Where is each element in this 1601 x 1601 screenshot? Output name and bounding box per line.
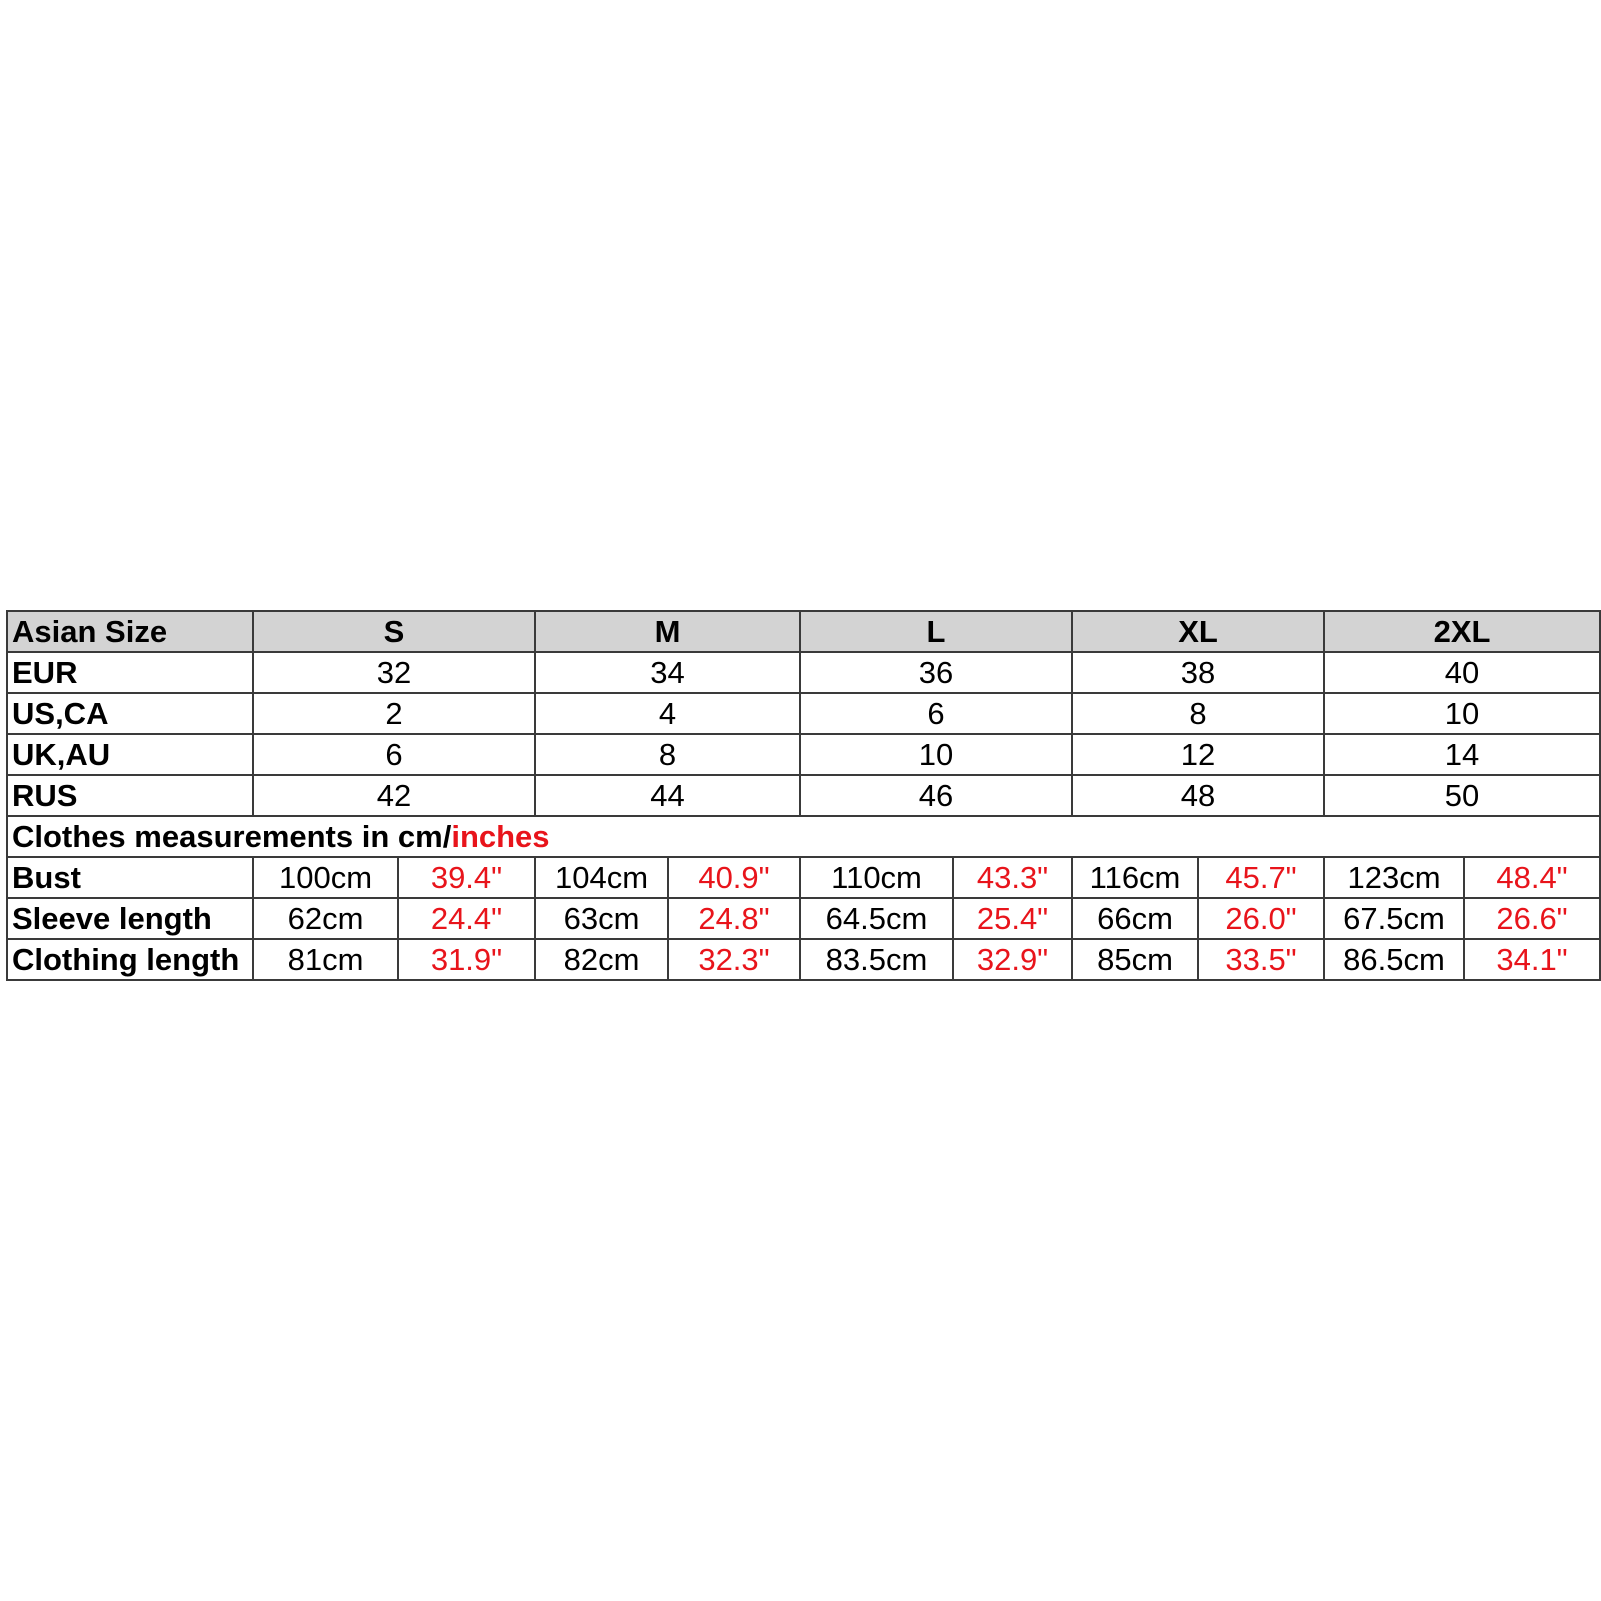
conversion-row-uk-au [7,734,1600,775]
size-header-xl: XL [1072,611,1324,652]
table-cell: 46 [800,775,1072,816]
measurement-row-bust [7,857,1600,898]
inch-cell: 32.3" [668,939,800,980]
cm-cell: 86.5cm [1324,939,1464,980]
inch-cell: 40.9" [668,857,800,898]
inch-cell: 34.1" [1464,939,1600,980]
cm-cell: 85cm [1072,939,1198,980]
row-label: RUS [7,775,253,816]
inch-cell: 48.4" [1464,857,1600,898]
table-cell: 12 [1072,734,1324,775]
cm-cell: 123cm [1324,857,1464,898]
measurement-row-sleeve-length [7,898,1600,939]
size-header-s: S [253,611,535,652]
section-highlight: inches [451,819,550,854]
row-label: EUR [7,652,253,693]
size-header-l: L [800,611,1072,652]
size-header-2xl: 2XL [1324,611,1600,652]
row-label: US,CA [7,693,253,734]
cm-cell: 82cm [535,939,668,980]
table-cell: 38 [1072,652,1324,693]
table-cell: 10 [800,734,1072,775]
table-cell: 6 [253,734,535,775]
cm-cell: 100cm [253,857,398,898]
row-label: Sleeve length [7,898,253,939]
cm-cell: 116cm [1072,857,1198,898]
table-cell: 44 [535,775,800,816]
inch-cell: 26.6" [1464,898,1600,939]
cm-cell: 83.5cm [800,939,953,980]
size-header-m: M [535,611,800,652]
section-text: Clothes measurements in cm/ [12,819,452,854]
table-cell: 8 [535,734,800,775]
table-cell: 6 [800,693,1072,734]
table-cell: 42 [253,775,535,816]
inch-cell: 33.5" [1198,939,1324,980]
measurements-section-heading [7,816,1600,857]
inch-cell: 24.4" [398,898,535,939]
inch-cell: 43.3" [953,857,1072,898]
table-cell: 48 [1072,775,1324,816]
table-cell: 14 [1324,734,1600,775]
table-cell: 32 [253,652,535,693]
inch-cell: 31.9" [398,939,535,980]
cm-cell: 110cm [800,857,953,898]
table-cell: 8 [1072,693,1324,734]
inch-cell: 25.4" [953,898,1072,939]
cm-cell: 81cm [253,939,398,980]
cm-cell: 62cm [253,898,398,939]
cm-cell: 104cm [535,857,668,898]
cm-cell: 64.5cm [800,898,953,939]
inch-cell: 26.0" [1198,898,1324,939]
measurements-section-row [7,816,1600,857]
cm-cell: 63cm [535,898,668,939]
header-label: Asian Size [7,611,253,652]
table-cell: 34 [535,652,800,693]
cm-cell: 67.5cm [1324,898,1464,939]
table-cell: 10 [1324,693,1600,734]
inch-cell: 39.4" [398,857,535,898]
conversion-row-eur [7,652,1600,693]
table-cell: 2 [253,693,535,734]
table-cell: 4 [535,693,800,734]
inch-cell: 32.9" [953,939,1072,980]
size-header-row [7,611,1600,652]
inch-cell: 45.7" [1198,857,1324,898]
row-label: Bust [7,857,253,898]
row-label: Clothing length [7,939,253,980]
cm-cell: 66cm [1072,898,1198,939]
size-chart-table [6,610,1601,981]
table-cell: 36 [800,652,1072,693]
row-label: UK,AU [7,734,253,775]
conversion-row-us-ca [7,693,1600,734]
measurement-row-clothing-length [7,939,1600,980]
table-cell: 50 [1324,775,1600,816]
conversion-row-rus [7,775,1600,816]
table-cell: 40 [1324,652,1600,693]
inch-cell: 24.8" [668,898,800,939]
